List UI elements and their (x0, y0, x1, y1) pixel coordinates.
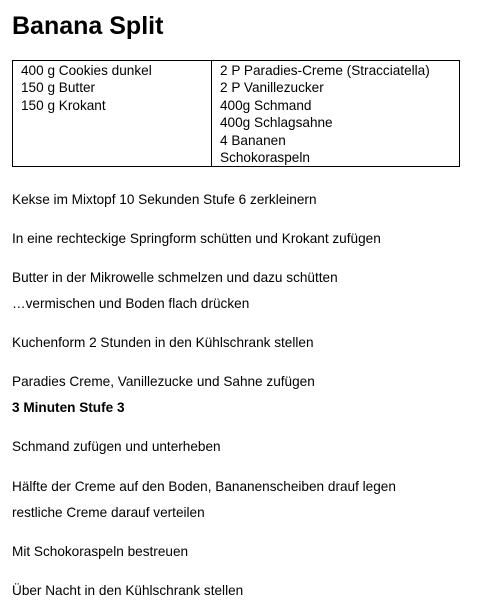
step-text: In eine rechteckige Springform schütten und Krokant zufügen (12, 231, 381, 246)
step-text: …vermischen und Boden flach drücken (12, 296, 250, 311)
step-text: Paradies Creme, Vanillezucke und Sahne zufügen (12, 374, 315, 389)
step-text: Kekse im Mixtopf 10 Sekunden Stufe 6 zerkleinern (12, 192, 317, 207)
ingredient-item: 400 g Cookies dunkel (21, 63, 152, 78)
recipe-title: Banana Split (12, 12, 164, 40)
ingredient-item: 2 P Vanillezucker (220, 80, 324, 96)
step-text: Hälfte der Creme auf den Boden, Bananenscheiben drauf legen (12, 479, 396, 494)
ingredient-item: 4 Bananen (220, 132, 286, 148)
ingredients-table (12, 60, 460, 167)
step-text: Schmand zufügen und unterheben (12, 439, 221, 454)
ingredients-row (13, 61, 460, 167)
ingredients-column-right (212, 61, 460, 167)
step-text: Mit Schokoraspeln bestreuen (12, 544, 189, 559)
ingredient-item: 400g Schmand (220, 97, 312, 113)
ingredients-column-left (13, 61, 212, 167)
ingredient-item: 150 g Butter (21, 80, 96, 96)
ingredient-item: 400g Schlagsahne (220, 115, 333, 131)
ingredient-item: 150 g Krokant (21, 97, 106, 113)
ingredient-item: 2 P Paradies-Creme (Stracciatella) (220, 63, 430, 78)
step-text: Butter in der Mikrowelle schmelzen und dazu schütten (12, 270, 338, 285)
step-text-bold: 3 Minuten Stufe 3 (12, 400, 125, 415)
step-text: Kuchenform 2 Stunden in den Kühlschrank stellen (12, 335, 314, 350)
step-text: restliche Creme darauf verteilen (12, 505, 205, 520)
ingredient-item: Schokoraspeln (220, 150, 310, 166)
step-text: Über Nacht in den Kühlschrank stellen (12, 583, 244, 598)
